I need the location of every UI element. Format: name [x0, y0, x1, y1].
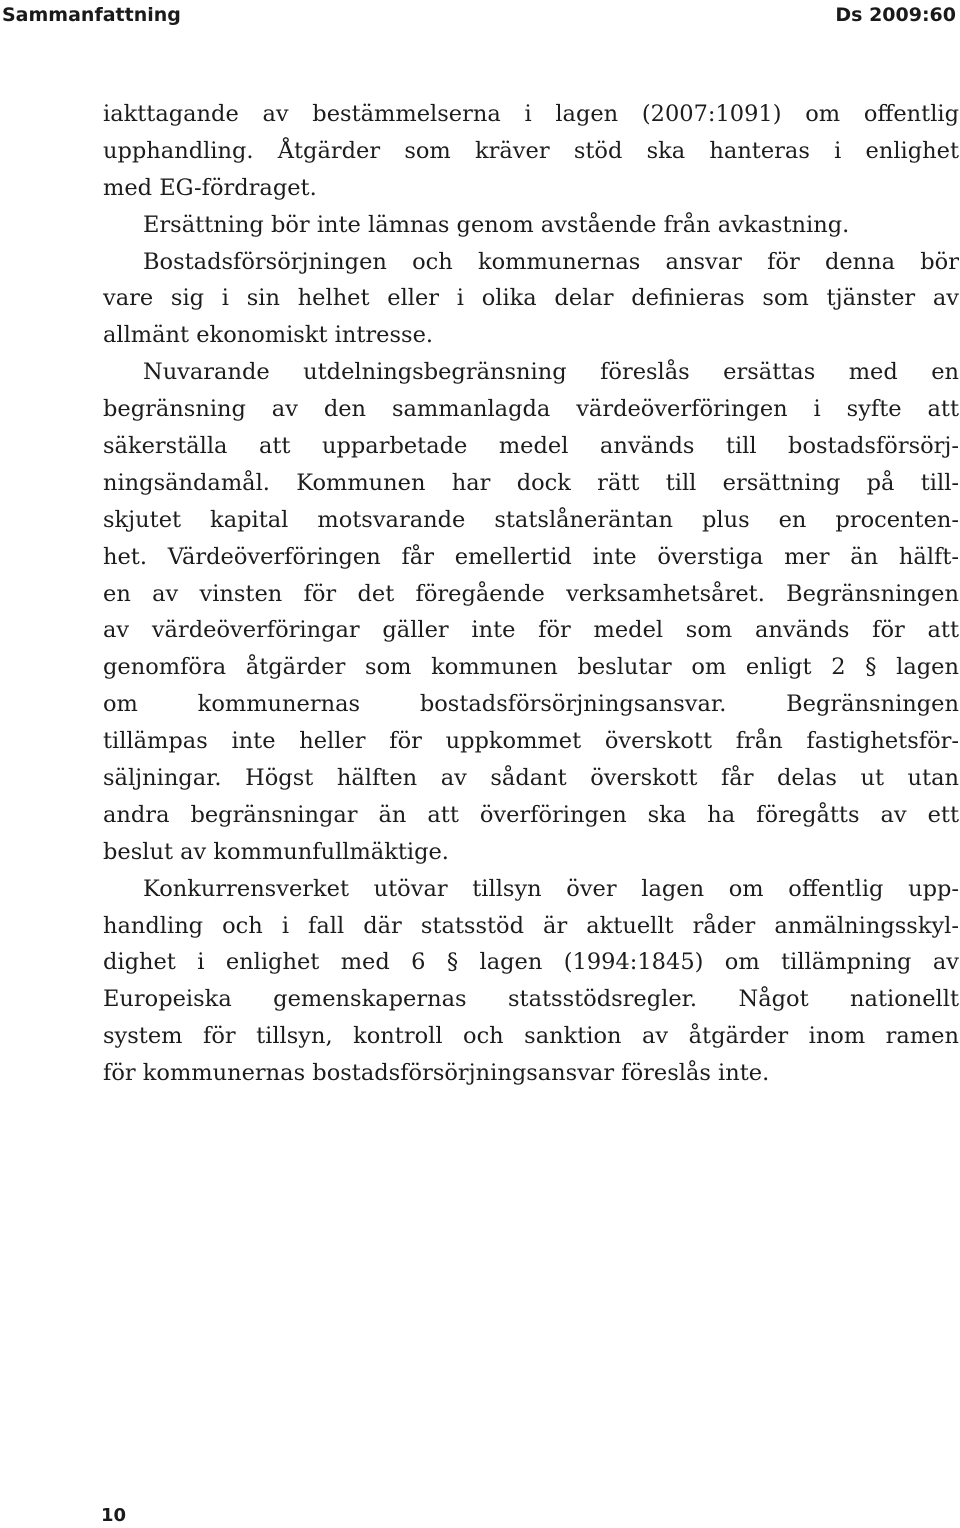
section-title: Sammanfattning [2, 4, 181, 26]
text-line: med EG-fördraget. [103, 174, 317, 201]
text-line: en av vinsten för det föregående verksamhetsåret. Begränsningen [103, 580, 959, 607]
text-line: av värdeöverföringar gäller inte för medel som används för att [103, 617, 959, 644]
text-line: Ersättning bör inte lämnas genom avstående från avkastning. [143, 211, 850, 238]
document-reference: Ds 2009:60 [835, 4, 956, 26]
running-header [0, 2, 960, 28]
text-line: genomföra åtgärder som kommunen beslutar om enligt 2 § lagen [103, 654, 959, 681]
text-line: Europeiska gemenskapernas statsstödsregler. Något nationellt [103, 986, 959, 1013]
body-text [103, 96, 959, 1092]
text-line: för kommunernas bostadsförsörjningsansvar föreslås inte. [103, 1060, 770, 1087]
text-line: Bostadsförsörjningen och kommunernas ansvar för denna bör [143, 248, 959, 275]
text-line: skjutet kapital motsvarande statslåneräntan plus en procenten- [103, 506, 959, 533]
text-line: andra begränsningar än att överföringen ska ha föregåtts av ett [103, 801, 959, 828]
text-line: vare sig i sin helhet eller i olika delar definieras som tjänster av [103, 285, 959, 312]
text-line: het. Värdeöverföringen får emellertid inte överstiga mer än hälft- [103, 543, 959, 570]
text-line: allmänt ekonomiskt intresse. [103, 322, 434, 349]
text-line: begränsning av den sammanlagda värdeöverföringen i syfte att [103, 396, 959, 423]
text-line: säljningar. Högst hälften av sådant överskott får delas ut utan [103, 765, 959, 792]
text-line: ningsändamål. Kommunen har dock rätt till ersättning på till- [103, 469, 959, 496]
page-number: 10 [101, 1505, 127, 1526]
text-line: upphandling. Åtgärder som kräver stöd ska hanteras i enlighet [103, 137, 959, 164]
text-line: tillämpas inte heller för uppkommet överskott från fastighetsför- [103, 728, 959, 755]
text-line: iakttagande av bestämmelserna i lagen (2007:1091) om offentlig [103, 101, 959, 127]
text-line: dighet i enlighet med 6 § lagen (1994:1845) om tillämpning av [103, 949, 959, 976]
text-line: säkerställa att upparbetade medel används till bostadsförsörj- [103, 433, 959, 460]
text-line: om kommunernas bostadsförsörjningsansvar. Begränsningen [103, 691, 959, 718]
text-line: Nuvarande utdelningsbegränsning föreslås ersättas med en [143, 359, 959, 386]
text-line: Konkurrensverket utövar tillsyn över lagen om offentlig upp- [143, 875, 959, 902]
text-line: system för tillsyn, kontroll och sanktion av åtgärder inom ramen [103, 1023, 959, 1050]
text-line: handling och i fall där statsstöd är aktuellt råder anmälningsskyl- [103, 912, 959, 939]
text-line: beslut av kommunfullmäktige. [103, 838, 449, 865]
